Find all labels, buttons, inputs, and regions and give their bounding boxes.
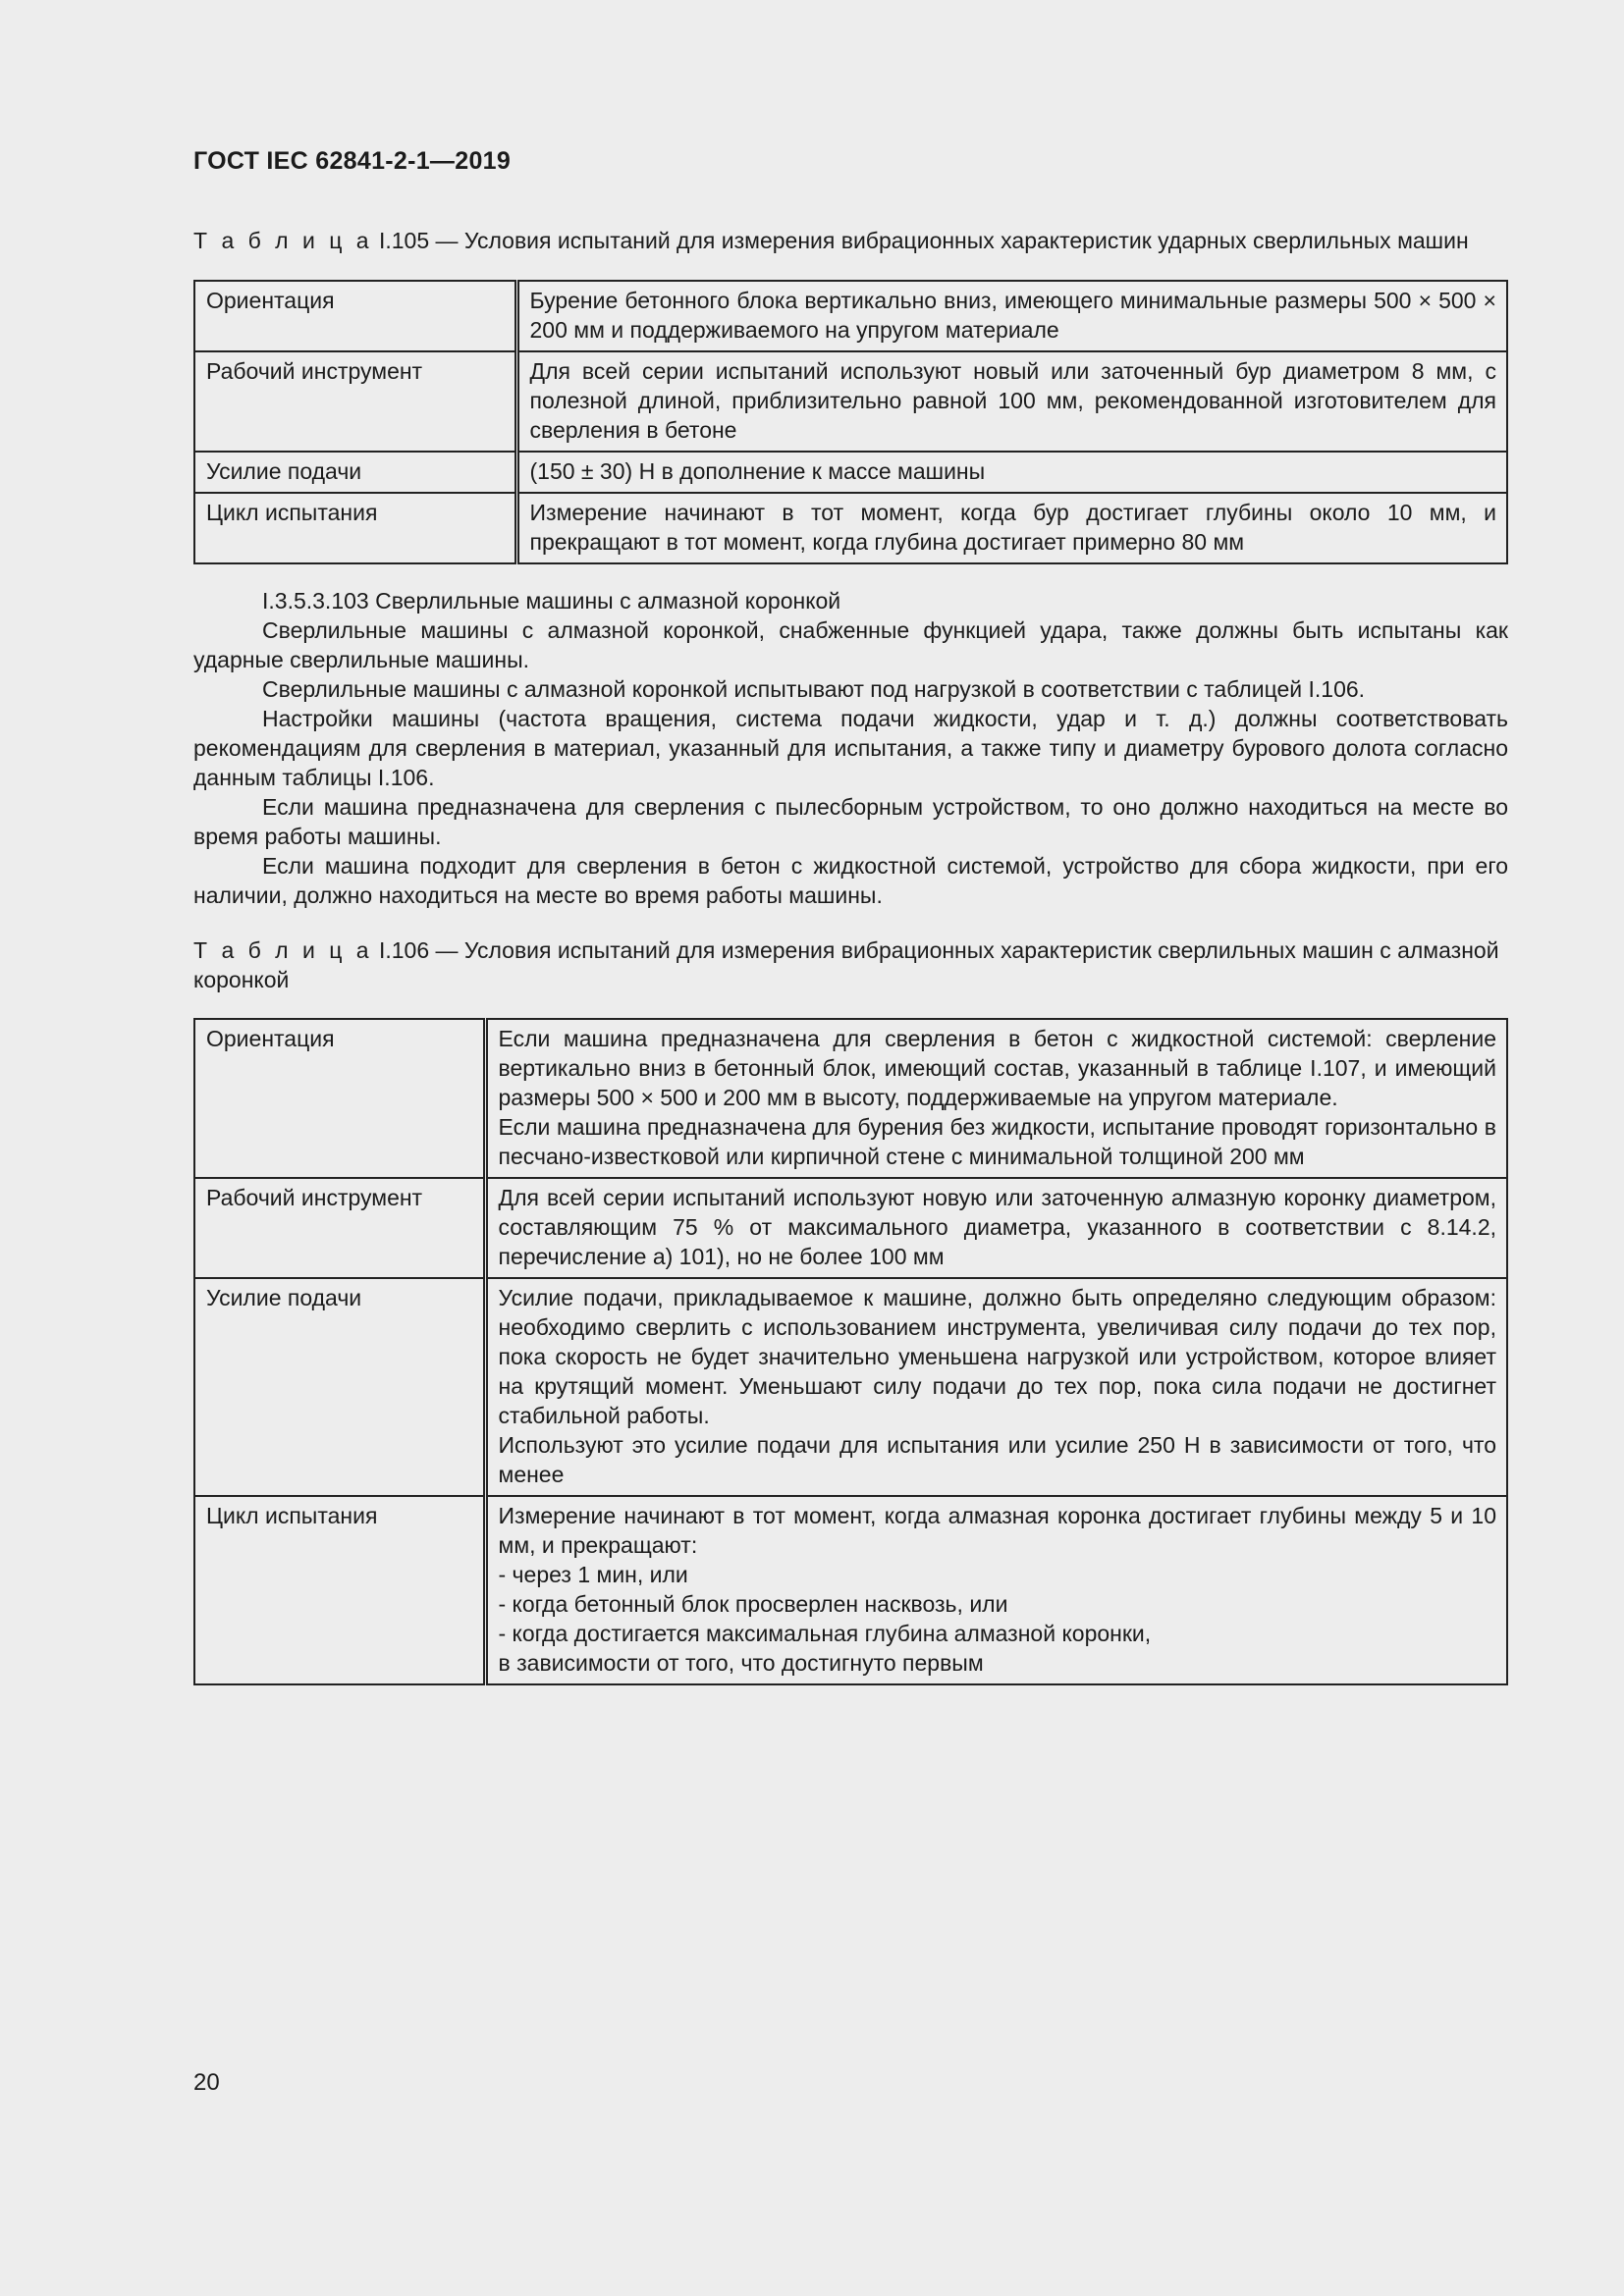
cell-line: - когда достигается максимальная глубина алмазной коронки, [498,1621,1152,1646]
standard-header: ГОСТ IEC 62841-2-1—2019 [193,147,512,175]
table-105-caption [193,226,1507,255]
table-106-value-feed-force [485,1278,1507,1496]
table-row [194,1019,1507,1178]
cell-line: Усилие подачи, прикладываемое к машине, должно быть определяно следующим образом: необходимо сверлить с использованием инструмента, увеличивая силу подачи до тех пор, пока скорость не будет значительно уменьшена нагрузкой или устройством, которое влияет на крутящий момент. Уменьшают силу подачи до тех пор, пока сила подачи не достигнет стабильной работы. [498,1285,1496,1428]
paragraph: Сверлильные машины с алмазной коронкой испытывают под нагрузкой в соответствии с таблицей I.106. [262,676,1366,702]
page-number: 20 [193,2069,220,2096]
table-105-value-tool: Для всей серии испытаний используют новый или заточенный бур диаметром 8 мм, с полезной длиной, приблизительно равной 100 мм, рекомендованной изготовителем для сверления в бетоне [516,351,1507,452]
paragraph: Если машина подходит для сверления в бетон с жидкостной системой, устройство для сбора жидкости, при его наличии, должно находиться на месте во время работы машины. [193,853,1508,908]
table-106-label-tool: Рабочий инструмент [194,1178,485,1278]
table-106-caption [193,935,1507,994]
table-row [194,281,1507,351]
cell-line: Используют это усилие подачи для испытания или усилие 250 Н в зависимости от того, что менее [498,1432,1496,1487]
table-105-caption-text: I.105 — Условия испытаний для измерения вибрационных характеристик ударных сверлильных машин [372,228,1469,253]
table-105-value-test-cycle: Измерение начинают в тот момент, когда бур достигает глубины около 10 мм, и прекращают в тот момент, когда глубина достигает примерно 80 мм [516,493,1507,563]
table-106-label-test-cycle: Цикл испытания [194,1496,485,1684]
section-body [193,586,1508,910]
table-row [194,1496,1507,1684]
cell-line: Если машина предназначена для сверления в бетон с жидкостной системой: сверление вертикально вниз в бетонный блок, имеющий состав, указанный в таблице I.107, и имеющий размеры 500 × 500 и 200 мм в высоту, поддерживаемые на упругом материале. [498,1026,1496,1110]
cell-line: - когда бетонный блок просверлен насквозь, или [498,1591,1008,1617]
table-106-caption-label: Т а б л и ц а [193,937,373,963]
cell-line: Измерение начинают в тот момент, когда алмазная коронка достигает глубины между 5 и 10 мм, и прекращают: [498,1503,1496,1558]
table-105-value-orientation: Бурение бетонного блока вертикально вниз, имеющего минимальные размеры 500 × 500 × 200 мм и поддерживаемого на упругом материале [516,281,1507,351]
paragraph: Настройки машины (частота вращения, система подачи жидкости, удар и т. д.) должны соответствовать рекомендациям для сверления в материал, указанный для испытания, а также типу и диаметру бурового долота согласно данным таблицы I.106. [193,706,1508,790]
table-row [194,493,1507,563]
table-105-label-test-cycle: Цикл испытания [194,493,516,563]
table-106-caption-text: I.106 — Условия испытаний для измерения вибрационных характеристик сверлильных машин с алмазной коронкой [193,937,1499,992]
table-row [194,452,1507,493]
table-106-label-feed-force: Усилие подачи [194,1278,485,1496]
table-106 [193,1018,1508,1685]
table-row [194,1178,1507,1278]
table-105-label-orientation: Ориентация [194,281,516,351]
table-105-value-feed-force: (150 ± 30) Н в дополнение к массе машины [516,452,1507,493]
cell-line: - через 1 мин, или [498,1562,688,1587]
table-106-value-tool [485,1178,1507,1278]
cell-line: Для всей серии испытаний используют новую или заточенную алмазную коронку диаметром, составляющим 75 % от максимального диаметра, указанного в соответствии с 8.14.2, перечисление а) 101), но не более 100 мм [498,1185,1496,1269]
table-105 [193,280,1508,564]
table-105-label-feed-force: Усилие подачи [194,452,516,493]
table-106-value-test-cycle [485,1496,1507,1684]
table-row [194,351,1507,452]
section-heading: I.3.5.3.103 Сверлильные машины с алмазной коронкой [262,588,841,614]
table-106-value-orientation [485,1019,1507,1178]
paragraph: Если машина предназначена для сверления с пылесборным устройством, то оно должно находиться на месте во время работы машины. [193,794,1508,849]
cell-line: Если машина предназначена для бурения без жидкости, испытание проводят горизонтально в песчано-известковой или кирпичной стене с минимальной толщиной 200 мм [498,1114,1496,1169]
paragraph: Сверлильные машины с алмазной коронкой, снабженные функцией удара, также должны быть испытаны как ударные сверлильные машины. [193,617,1508,672]
cell-line: в зависимости от того, что достигнуто первым [498,1650,984,1676]
table-105-label-tool: Рабочий инструмент [194,351,516,452]
table-row [194,1278,1507,1496]
table-105-caption-label: Т а б л и ц а [193,228,373,253]
table-106-label-orientation: Ориентация [194,1019,485,1178]
